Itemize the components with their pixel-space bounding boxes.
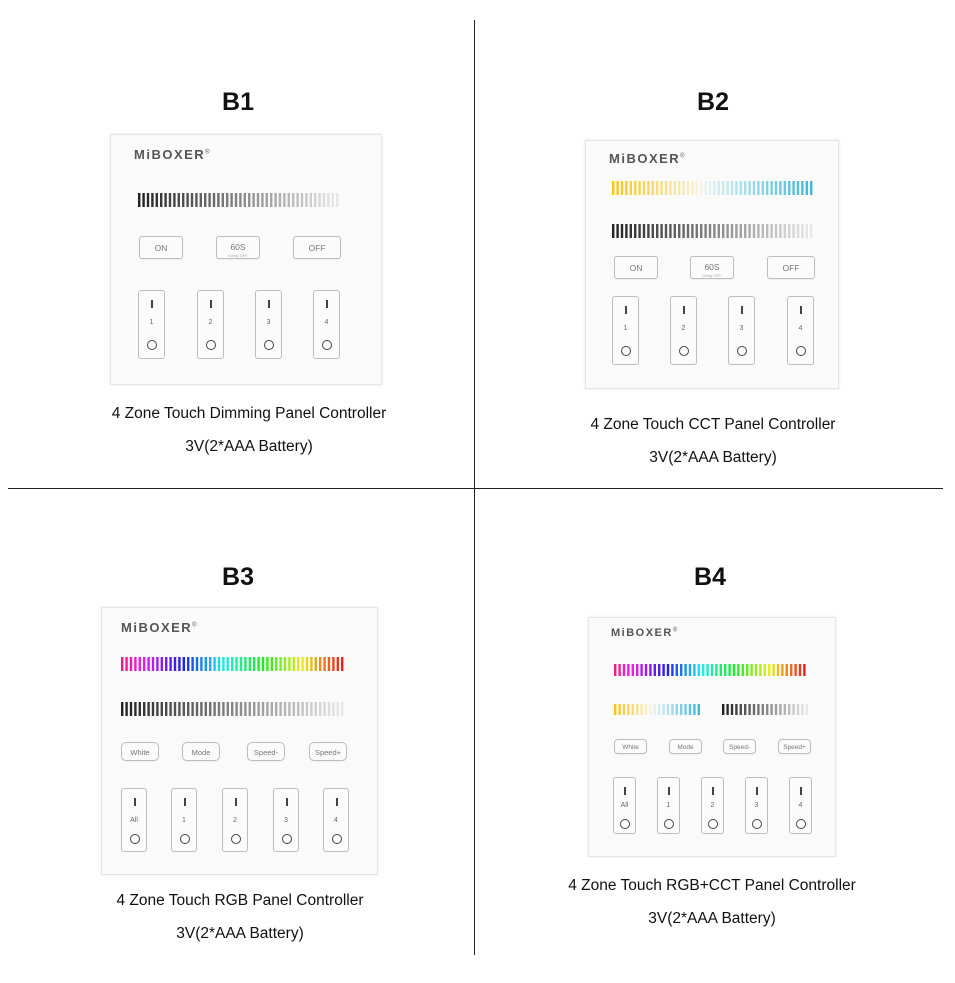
speed-up-button[interactable]: Speed+ (778, 739, 811, 754)
brand-logo: MiBOXER® (134, 147, 210, 162)
panel-b3 (101, 607, 378, 875)
zone-button-4[interactable]: 4 (323, 788, 349, 852)
panel-b2 (585, 140, 839, 389)
zone-button-4[interactable]: 4 (787, 296, 814, 365)
off-button[interactable]: OFF (767, 256, 815, 279)
speed-up-button[interactable]: Speed+ (309, 742, 347, 761)
zone-button-1[interactable]: 1 (138, 290, 165, 359)
zone-button-2[interactable]: 2 (197, 290, 224, 359)
mode-button[interactable]: Mode (182, 742, 220, 761)
rgb-color-bar[interactable] (121, 657, 349, 671)
caption-b2: 4 Zone Touch CCT Panel Controller 3V(2*AAA Battery) (590, 416, 836, 466)
speed-down-button[interactable]: Speed- (723, 739, 756, 754)
brand-logo: MiBOXER® (611, 627, 678, 639)
zone-button-all[interactable]: All (613, 777, 636, 834)
brightness-bar[interactable] (722, 704, 812, 715)
panel-b1 (110, 134, 382, 385)
zone-button-3[interactable]: 3 (745, 777, 768, 834)
zone-button-2[interactable]: 2 (701, 777, 724, 834)
brand-logo: MiBOXER® (609, 151, 685, 166)
delay-60s-button[interactable]: 60S Delay OFF (216, 236, 260, 259)
brand-logo: MiBOXER® (121, 620, 197, 635)
white-button[interactable]: White (121, 742, 159, 761)
caption-b3: 4 Zone Touch RGB Panel Controller 3V(2*AAA Battery) (116, 892, 364, 942)
brightness-bar[interactable] (612, 224, 817, 238)
zone-button-all[interactable]: All (121, 788, 147, 852)
zone-button-1[interactable]: 1 (171, 788, 197, 852)
cct-bar[interactable] (612, 181, 817, 195)
zone-button-2[interactable]: 2 (670, 296, 697, 365)
horizontal-divider (8, 488, 943, 489)
brightness-bar[interactable] (138, 193, 343, 207)
zone-button-4[interactable]: 4 (789, 777, 812, 834)
zone-button-3[interactable]: 3 (255, 290, 282, 359)
brightness-bar[interactable] (121, 702, 349, 716)
zone-button-1[interactable]: 1 (657, 777, 680, 834)
panel-b4 (588, 617, 836, 857)
zone-button-3[interactable]: 3 (728, 296, 755, 365)
delay-60s-button[interactable]: 60S Delay OFF (690, 256, 734, 279)
on-button[interactable]: ON (614, 256, 658, 279)
caption-b1: 4 Zone Touch Dimming Panel Controller 3V(2*AAA Battery) (111, 405, 387, 455)
zone-button-3[interactable]: 3 (273, 788, 299, 852)
zone-button-1[interactable]: 1 (612, 296, 639, 365)
product-title-b4: B4 (694, 563, 726, 591)
on-button[interactable]: ON (139, 236, 183, 259)
zone-button-4[interactable]: 4 (313, 290, 340, 359)
white-button[interactable]: White (614, 739, 647, 754)
product-title-b1: B1 (222, 88, 254, 116)
product-title-b2: B2 (697, 88, 729, 116)
caption-b4: 4 Zone Touch RGB+CCT Panel Controller 3V(2*AAA Battery) (568, 877, 856, 927)
zone-button-2[interactable]: 2 (222, 788, 248, 852)
off-button[interactable]: OFF (293, 236, 341, 259)
rgb-color-bar[interactable] (614, 664, 811, 676)
product-title-b3: B3 (222, 563, 254, 591)
speed-down-button[interactable]: Speed- (247, 742, 285, 761)
cct-bar[interactable] (614, 704, 703, 715)
mode-button[interactable]: Mode (669, 739, 702, 754)
